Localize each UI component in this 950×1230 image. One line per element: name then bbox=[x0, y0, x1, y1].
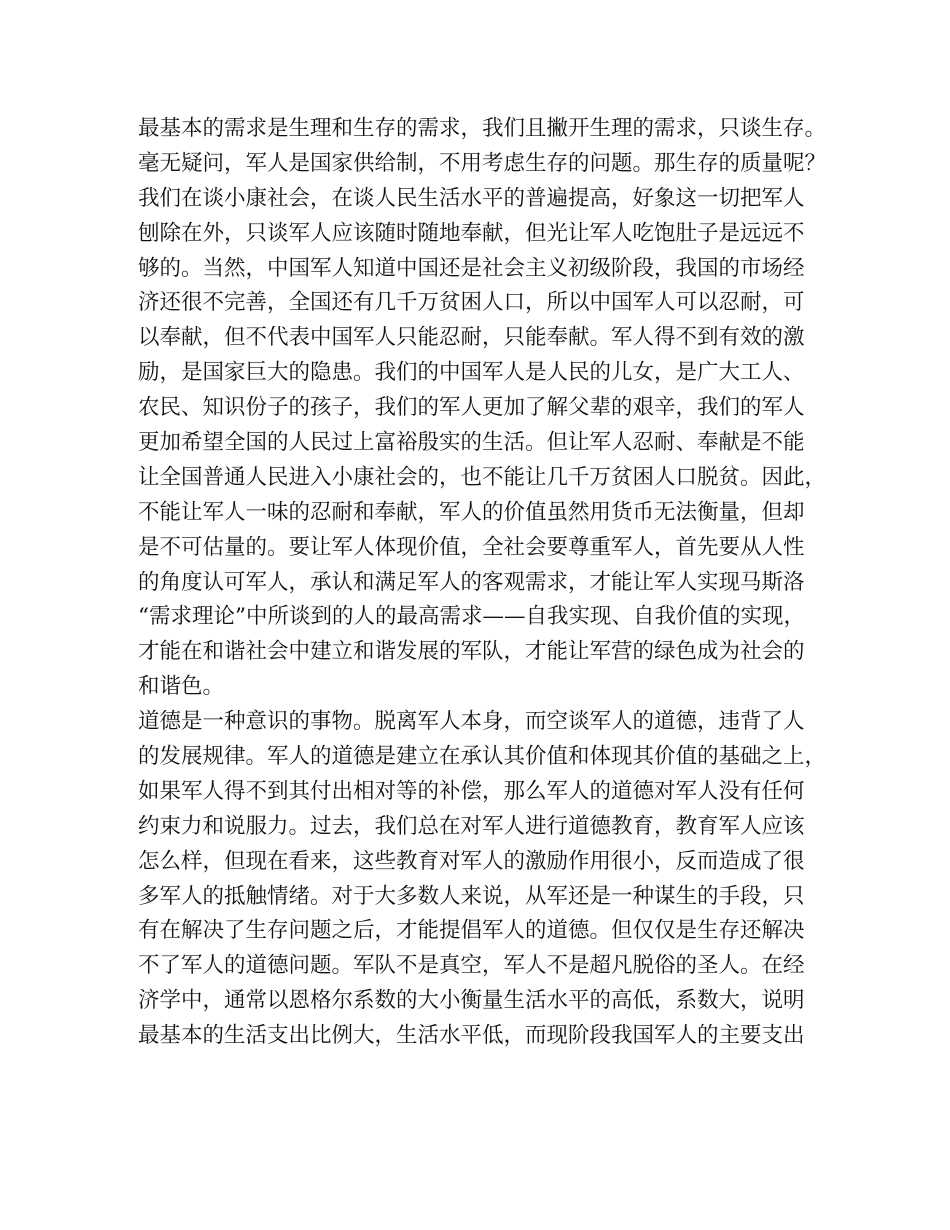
text-line: 毫无疑问，军人是国家供给制，不用考虑生存的问题。那生存的质量呢？ bbox=[138, 150, 827, 176]
text-line: 刨除在外，只谈军人应该随时随地奉献，但光让军人吃饱肚子是远远不 bbox=[138, 220, 805, 246]
text-line: 约束力和说服力。过去，我们总在对军人进行道德教育，教育军人应该 bbox=[138, 813, 805, 839]
text-line: 不能让军人一味的忍耐和奉献，军人的价值虽然用货币无法衡量，但却 bbox=[138, 499, 805, 525]
text-line: 最基本的生活支出比例大，生活水平低，而现阶段我国军人的主要支出 bbox=[138, 1023, 805, 1049]
text-line: 济学中，通常以恩格尔系数的大小衡量生活水平的高低，系数大，说明 bbox=[138, 988, 805, 1014]
text-line: 道德是一种意识的事物。脱离军人本身，而空谈军人的道德，违背了人 bbox=[138, 709, 805, 735]
text-line: 以奉献，但不代表中国军人只能忍耐，只能奉献。军人得不到有效的激 bbox=[138, 325, 805, 351]
text-line: 够的。当然，中国军人知道中国还是社会主义初级阶段，我国的市场经 bbox=[138, 255, 805, 281]
text-line: 励，是国家巨大的隐患。我们的中国军人是人民的儿女，是广大工人、 bbox=[138, 360, 805, 386]
text-line: 才能在和谐社会中建立和谐发展的军队，才能让军营的绿色成为社会的 bbox=[138, 639, 805, 665]
text-line: 的发展规律。军人的道德是建立在承认其价值和体现其价值的基础之上， bbox=[138, 744, 827, 770]
body-text bbox=[138, 112, 838, 1054]
text-line: 如果军人得不到其付出相对等的补偿，那么军人的道德对军人没有任何 bbox=[138, 778, 805, 804]
text-line: “需求理论”中所谈到的人的最高需求——自我实现、自我价值的实现， bbox=[138, 604, 805, 630]
text-line: 更加希望全国的人民过上富裕殷实的生活。但让军人忍耐、奉献是不能 bbox=[138, 430, 805, 456]
text-line: 农民、知识份子的孩子，我们的军人更加了解父辈的艰辛，我们的军人 bbox=[138, 395, 805, 421]
text-line: 我们在谈小康社会，在谈人民生活水平的普遍提高，好象这一切把军人 bbox=[138, 185, 805, 211]
text-line: 济还很不完善，全国还有几千万贫困人口，所以中国军人可以忍耐，可 bbox=[138, 290, 805, 316]
text-line: 怎么样，但现在看来，这些教育对军人的激励作用很小，反而造成了很 bbox=[138, 848, 805, 874]
text-line: 让全国普通人民进入小康社会的，也不能让几千万贫困人口脱贫。因此， bbox=[138, 464, 827, 490]
text-line: 不了军人的道德问题。军队不是真空，军人不是超凡脱俗的圣人。在经 bbox=[138, 953, 805, 979]
text-line: 有在解决了生存问题之后，才能提倡军人的道德。但仅仅是生存还解决 bbox=[138, 918, 805, 944]
text-line: 最基本的需求是生理和生存的需求，我们且撇开生理的需求，只谈生存。 bbox=[138, 116, 827, 141]
text-line: 和谐色。 bbox=[138, 674, 225, 700]
text-line: 是不可估量的。要让军人体现价值，全社会要尊重军人，首先要从人性 bbox=[138, 534, 805, 560]
text-line: 多军人的抵触情绪。对于大多数人来说，从军还是一种谋生的手段，只 bbox=[138, 883, 805, 909]
text-line: 的角度认可军人，承认和满足军人的客观需求，才能让军人实现马斯洛 bbox=[138, 569, 805, 595]
